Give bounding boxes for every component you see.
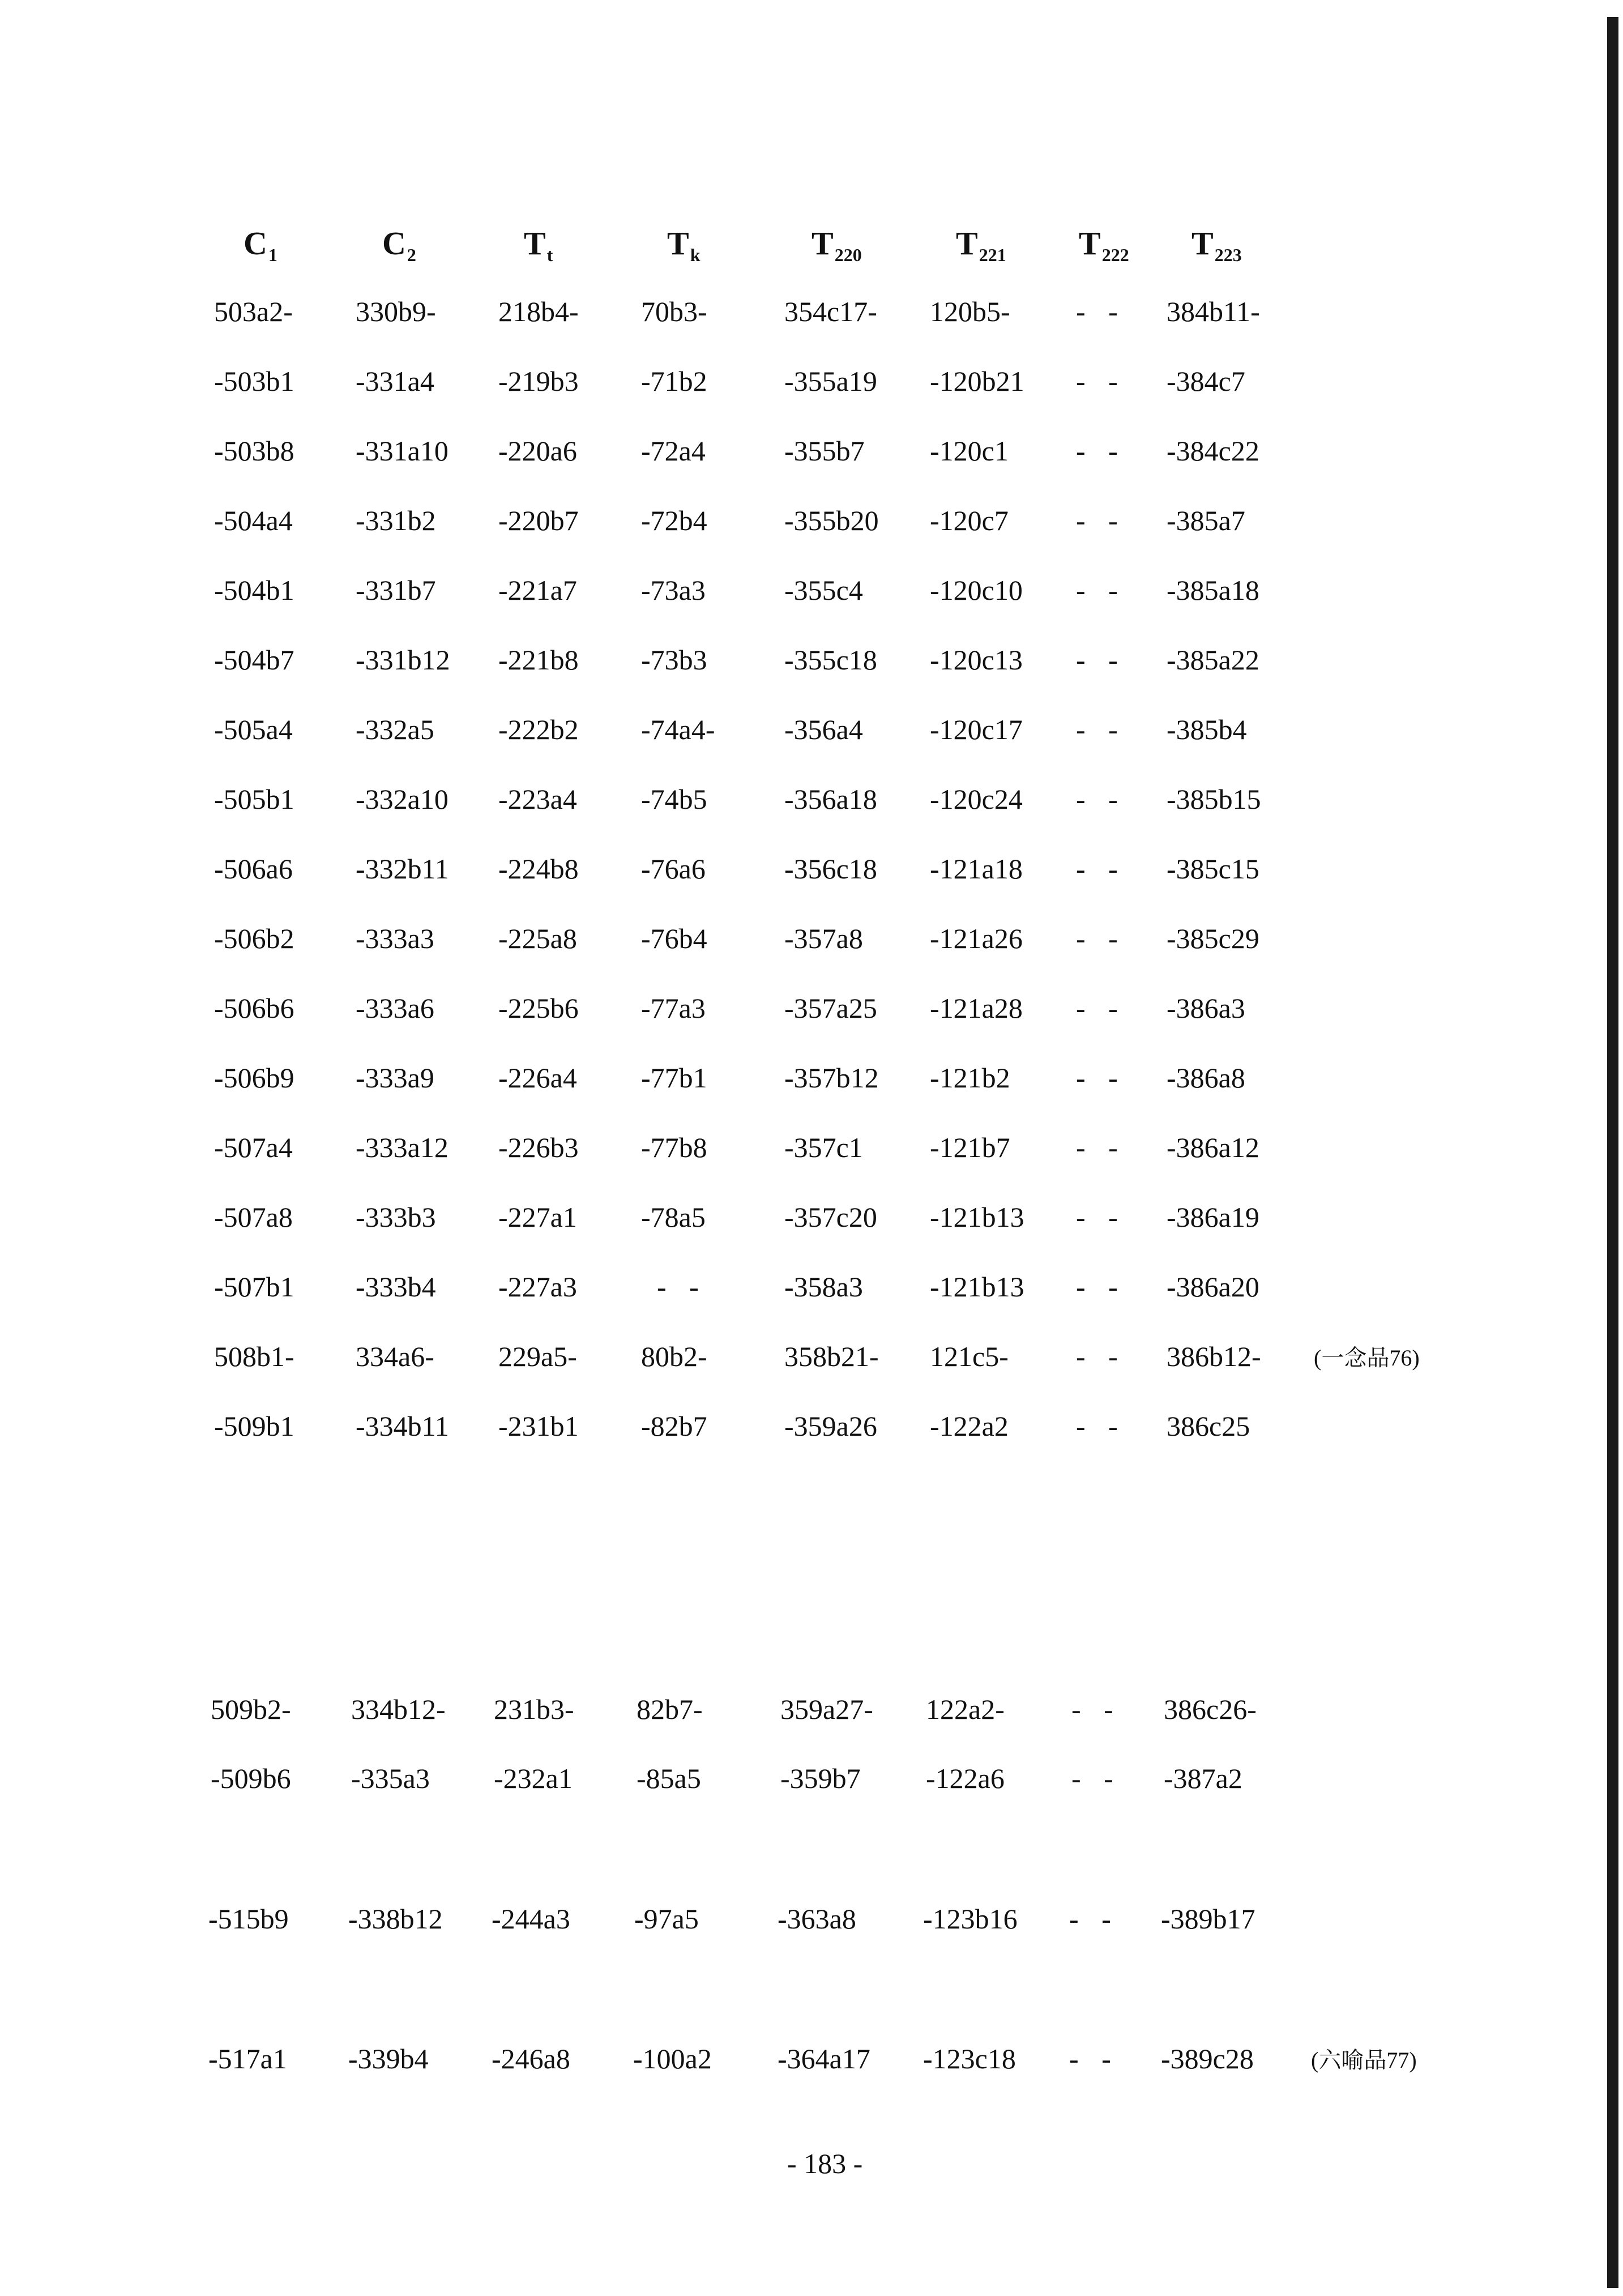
cell-t220: -356c18 bbox=[784, 853, 877, 885]
column-header-t223-subscript: 223 bbox=[1214, 245, 1242, 265]
cell-tt: -225b6 bbox=[498, 992, 579, 1024]
cell-t223: -389b17 bbox=[1161, 1903, 1255, 1935]
table-row bbox=[0, 503, 1623, 549]
row-note: (六喻品77) bbox=[1311, 2047, 1417, 2073]
cell-t223: -386a8 bbox=[1167, 1062, 1245, 1094]
cell-tt: 218b4- bbox=[498, 296, 579, 327]
cell-tt: -227a1 bbox=[498, 1201, 577, 1233]
cell-t223: -385a7 bbox=[1167, 505, 1245, 536]
table-row bbox=[0, 1902, 1623, 1947]
cell-tt: -226b3 bbox=[498, 1132, 579, 1163]
cell-c2: -333a12 bbox=[356, 1132, 449, 1163]
cell-t221: 121c5- bbox=[930, 1341, 1009, 1372]
cell-t222: - - bbox=[1076, 644, 1126, 676]
cell-t221: -121b13 bbox=[930, 1271, 1024, 1303]
cell-t222: - - bbox=[1076, 714, 1126, 745]
column-header-c1-base: C bbox=[244, 225, 267, 262]
column-header-tt bbox=[524, 224, 553, 275]
column-header-tt-base: T bbox=[524, 225, 546, 262]
cell-t223: -385c29 bbox=[1167, 923, 1259, 954]
cell-t220: -355b20 bbox=[784, 505, 879, 536]
column-header-tk-base: T bbox=[667, 225, 689, 262]
column-header-row bbox=[0, 224, 1623, 269]
cell-t221: -120c1 bbox=[930, 435, 1009, 467]
column-header-t222 bbox=[1079, 224, 1129, 275]
cell-t221: 120b5- bbox=[930, 296, 1010, 327]
table-row bbox=[0, 991, 1623, 1036]
cell-t223: -386a20 bbox=[1167, 1271, 1259, 1303]
cell-c2: -334b11 bbox=[356, 1410, 449, 1442]
cell-t222: - - bbox=[1076, 296, 1126, 327]
cell-t220: -357a25 bbox=[784, 992, 877, 1024]
page-number: - 183 - bbox=[787, 2148, 863, 2179]
cell-c1: 503a2- bbox=[214, 296, 293, 327]
cell-c1: -506b2 bbox=[214, 923, 294, 954]
cell-t221: -121a28 bbox=[930, 992, 1023, 1024]
cell-t220: 359a27- bbox=[780, 1693, 873, 1725]
cell-c1: -505a4 bbox=[214, 714, 293, 745]
cell-t221: -121a18 bbox=[930, 853, 1023, 885]
cell-t222: - - bbox=[1076, 1062, 1126, 1094]
cell-t223: -386a19 bbox=[1167, 1201, 1259, 1233]
cell-c2: -335a3 bbox=[351, 1762, 430, 1794]
cell-t220: -355c18 bbox=[784, 644, 877, 676]
cell-c2: -333a9 bbox=[356, 1062, 434, 1094]
cell-t221: -122a2 bbox=[930, 1410, 1009, 1442]
cell-tk: -77b1 bbox=[641, 1062, 707, 1094]
column-header-t220-base: T bbox=[812, 225, 834, 262]
cell-c1: -504a4 bbox=[214, 505, 293, 536]
cell-t223: 386c25 bbox=[1167, 1410, 1250, 1442]
cell-tk: -74a4- bbox=[641, 714, 715, 745]
cell-c1: -505b1 bbox=[214, 783, 294, 815]
cell-t220: -357a8 bbox=[784, 923, 863, 954]
cell-tt: -224b8 bbox=[498, 853, 579, 885]
column-header-t220-subscript: 220 bbox=[834, 245, 862, 265]
cell-tk: -73a3 bbox=[641, 574, 706, 606]
cell-t222: - - bbox=[1069, 2043, 1119, 2075]
cell-t220: -355b7 bbox=[784, 435, 865, 467]
column-header-t222-base: T bbox=[1079, 225, 1101, 262]
cell-c1: -507a4 bbox=[214, 1132, 293, 1163]
table-row bbox=[0, 1339, 1623, 1385]
cell-t223: -389c28 bbox=[1161, 2043, 1254, 2075]
column-header-t222-subscript: 222 bbox=[1101, 245, 1129, 265]
cell-t221: -121b13 bbox=[930, 1201, 1024, 1233]
table-row bbox=[0, 1270, 1623, 1315]
table-row bbox=[0, 1200, 1623, 1245]
cell-c1: -506a6 bbox=[214, 853, 293, 885]
cell-c2: -333b4 bbox=[356, 1271, 436, 1303]
table-row bbox=[0, 712, 1623, 758]
cell-tt: -221a7 bbox=[498, 574, 577, 606]
table-row bbox=[0, 2042, 1623, 2087]
cell-c2: -332a5 bbox=[356, 714, 434, 745]
cell-t221: -123b16 bbox=[923, 1903, 1018, 1935]
cell-t221: -120c17 bbox=[930, 714, 1023, 745]
cell-c1: -507a8 bbox=[214, 1201, 293, 1233]
cell-tk: -74b5 bbox=[641, 783, 707, 815]
cell-tt: 229a5- bbox=[498, 1341, 577, 1372]
cell-t220: -357c20 bbox=[784, 1201, 877, 1233]
cell-t222: - - bbox=[1076, 435, 1126, 467]
cell-c2: -331a4 bbox=[356, 365, 434, 397]
column-header-t221-base: T bbox=[956, 225, 978, 262]
cell-t222: - - bbox=[1076, 365, 1126, 397]
cell-c1: -503b1 bbox=[214, 365, 294, 397]
cell-tt: -220b7 bbox=[498, 505, 579, 536]
cell-c2: -339b4 bbox=[348, 2043, 429, 2075]
cell-tt: -244a3 bbox=[492, 1903, 570, 1935]
cell-t222: - - bbox=[1076, 1271, 1126, 1303]
cell-tk: 82b7- bbox=[637, 1693, 703, 1725]
cell-t220: 354c17- bbox=[784, 296, 877, 327]
cell-t222: - - bbox=[1076, 992, 1126, 1024]
table-row bbox=[0, 1061, 1623, 1106]
cell-tt: -222b2 bbox=[498, 714, 579, 745]
cell-c1: -517a1 bbox=[208, 2043, 287, 2075]
cell-tt: -220a6 bbox=[498, 435, 577, 467]
table-row bbox=[0, 434, 1623, 479]
cell-t220: -358a3 bbox=[784, 1271, 863, 1303]
cell-t221: -120c13 bbox=[930, 644, 1023, 676]
cell-tk: -71b2 bbox=[641, 365, 707, 397]
cell-tt: -226a4 bbox=[498, 1062, 577, 1094]
cell-t223: -385a22 bbox=[1167, 644, 1259, 676]
cell-t223: -385c15 bbox=[1167, 853, 1259, 885]
cell-t223: -385a18 bbox=[1167, 574, 1259, 606]
cell-t220: 358b21- bbox=[784, 1341, 879, 1372]
cell-t222: - - bbox=[1076, 1132, 1126, 1163]
cell-tt: 231b3- bbox=[494, 1693, 574, 1725]
cell-tk: - - bbox=[657, 1271, 707, 1303]
table-row bbox=[0, 1130, 1623, 1176]
column-header-c2-base: C bbox=[382, 225, 406, 262]
cell-t221: -120c24 bbox=[930, 783, 1023, 815]
cell-tk: 70b3- bbox=[641, 296, 707, 327]
cell-tt: -225a8 bbox=[498, 923, 577, 954]
cell-t223: -384c7 bbox=[1167, 365, 1245, 397]
table-row bbox=[0, 1692, 1623, 1738]
cell-c1: -503b8 bbox=[214, 435, 294, 467]
cell-c2: -331b12 bbox=[356, 644, 450, 676]
row-note: (一念品76) bbox=[1314, 1345, 1420, 1371]
cell-t221: -122a6 bbox=[926, 1762, 1005, 1794]
cell-t221: -121b7 bbox=[930, 1132, 1010, 1163]
cell-c2: -333a6 bbox=[356, 992, 434, 1024]
table-row bbox=[0, 573, 1623, 618]
column-header-c2-subscript: 2 bbox=[407, 245, 416, 265]
cell-t221: 122a2- bbox=[926, 1693, 1005, 1725]
cell-tt: -227a3 bbox=[498, 1271, 577, 1303]
cell-t220: -359b7 bbox=[780, 1762, 861, 1794]
cell-t222: - - bbox=[1076, 1341, 1126, 1372]
cell-t220: -357c1 bbox=[784, 1132, 863, 1163]
cell-t223: 386c26- bbox=[1164, 1693, 1257, 1725]
cell-c2: 334b12- bbox=[351, 1693, 446, 1725]
cell-tk: -78a5 bbox=[641, 1201, 706, 1233]
cell-c2: -331b7 bbox=[356, 574, 436, 606]
cell-t223: 384b11- bbox=[1167, 296, 1260, 327]
cell-tk: -76a6 bbox=[641, 853, 706, 885]
cell-c2: 330b9- bbox=[356, 296, 436, 327]
cell-c1: -504b7 bbox=[214, 644, 294, 676]
cell-t222: - - bbox=[1069, 1903, 1119, 1935]
cell-t221: -120c7 bbox=[930, 505, 1009, 536]
cell-tk: -77a3 bbox=[641, 992, 706, 1024]
cell-t220: -364a17 bbox=[778, 2043, 870, 2075]
table-row bbox=[0, 1761, 1623, 1807]
cell-c1: 508b1- bbox=[214, 1341, 294, 1372]
cell-tk: -72a4 bbox=[641, 435, 706, 467]
cell-tt: -246a8 bbox=[492, 2043, 570, 2075]
cell-c1: -509b1 bbox=[214, 1410, 294, 1442]
cell-c2: -338b12 bbox=[348, 1903, 443, 1935]
cell-t223: -386a3 bbox=[1167, 992, 1245, 1024]
column-header-tk bbox=[667, 224, 700, 275]
column-header-t220 bbox=[812, 224, 862, 275]
cell-t221: -123c18 bbox=[923, 2043, 1016, 2075]
cell-t222: - - bbox=[1071, 1762, 1121, 1794]
column-header-c1 bbox=[244, 224, 277, 275]
cell-t221: -120c10 bbox=[930, 574, 1023, 606]
column-header-tk-subscript: k bbox=[690, 245, 701, 265]
cell-c2: -333b3 bbox=[356, 1201, 436, 1233]
column-header-tt-subscript: t bbox=[546, 245, 553, 265]
cell-c1: 509b2- bbox=[211, 1693, 291, 1725]
cell-t223: -385b15 bbox=[1167, 783, 1261, 815]
cell-tt: -223a4 bbox=[498, 783, 577, 815]
cell-tk: -82b7 bbox=[641, 1410, 707, 1442]
cell-t220: -359a26 bbox=[784, 1410, 877, 1442]
cell-t220: -363a8 bbox=[778, 1903, 856, 1935]
cell-t220: -356a4 bbox=[784, 714, 863, 745]
table-row bbox=[0, 1409, 1623, 1454]
cell-t223: -385b4 bbox=[1167, 714, 1247, 745]
column-header-c2 bbox=[382, 224, 416, 275]
cell-tk: -77b8 bbox=[641, 1132, 707, 1163]
cell-t220: -357b12 bbox=[784, 1062, 879, 1094]
cell-c2: -333a3 bbox=[356, 923, 434, 954]
cell-tk: -73b3 bbox=[641, 644, 707, 676]
cell-tk: -85a5 bbox=[637, 1762, 701, 1794]
cell-tk: -72b4 bbox=[641, 505, 707, 536]
cell-t222: - - bbox=[1076, 853, 1126, 885]
cell-c2: -331a10 bbox=[356, 435, 449, 467]
cell-tk: -97a5 bbox=[634, 1903, 699, 1935]
cell-t223: -384c22 bbox=[1167, 435, 1259, 467]
cell-t223: -386a12 bbox=[1167, 1132, 1259, 1163]
cell-c1: -506b6 bbox=[214, 992, 294, 1024]
cell-t222: - - bbox=[1076, 574, 1126, 606]
cell-t222: - - bbox=[1076, 1410, 1126, 1442]
cell-c2: -332b11 bbox=[356, 853, 449, 885]
column-header-t223 bbox=[1191, 224, 1242, 275]
cell-t222: - - bbox=[1076, 1201, 1126, 1233]
cell-t222: - - bbox=[1076, 783, 1126, 815]
cell-t222: - - bbox=[1076, 505, 1126, 536]
cell-t220: -356a18 bbox=[784, 783, 877, 815]
cell-c2: 334a6- bbox=[356, 1341, 434, 1372]
table-row bbox=[0, 643, 1623, 688]
column-header-t223-base: T bbox=[1191, 225, 1214, 262]
cell-tt: -231b1 bbox=[498, 1410, 579, 1442]
cell-c2: -332a10 bbox=[356, 783, 449, 815]
cell-c2: -331b2 bbox=[356, 505, 436, 536]
cell-tk: 80b2- bbox=[641, 1341, 707, 1372]
cell-tk: -76b4 bbox=[641, 923, 707, 954]
column-header-c1-subscript: 1 bbox=[268, 245, 277, 265]
table-row bbox=[0, 852, 1623, 897]
column-header-t221 bbox=[956, 224, 1006, 275]
cell-c1: -515b9 bbox=[208, 1903, 289, 1935]
cell-tt: -221b8 bbox=[498, 644, 579, 676]
table-row bbox=[0, 782, 1623, 827]
cell-c1: -507b1 bbox=[214, 1271, 294, 1303]
cell-t223: 386b12- bbox=[1167, 1341, 1261, 1372]
cell-c1: -506b9 bbox=[214, 1062, 294, 1094]
cell-tt: -232a1 bbox=[494, 1762, 573, 1794]
table-row bbox=[0, 921, 1623, 967]
table-row bbox=[0, 295, 1623, 340]
cell-c1: -504b1 bbox=[214, 574, 294, 606]
cell-c1: -509b6 bbox=[211, 1762, 291, 1794]
cell-tt: -219b3 bbox=[498, 365, 579, 397]
cell-t221: -121b2 bbox=[930, 1062, 1010, 1094]
cell-tk: -100a2 bbox=[633, 2043, 712, 2075]
cell-t220: -355c4 bbox=[784, 574, 863, 606]
column-header-t221-subscript: 221 bbox=[979, 245, 1006, 265]
cell-t221: -120b21 bbox=[930, 365, 1024, 397]
cell-t222: - - bbox=[1076, 923, 1126, 954]
table-row bbox=[0, 364, 1623, 409]
cell-t220: -355a19 bbox=[784, 365, 877, 397]
cell-t221: -121a26 bbox=[930, 923, 1023, 954]
cell-t223: -387a2 bbox=[1164, 1762, 1242, 1794]
cell-t222: - - bbox=[1071, 1693, 1121, 1725]
